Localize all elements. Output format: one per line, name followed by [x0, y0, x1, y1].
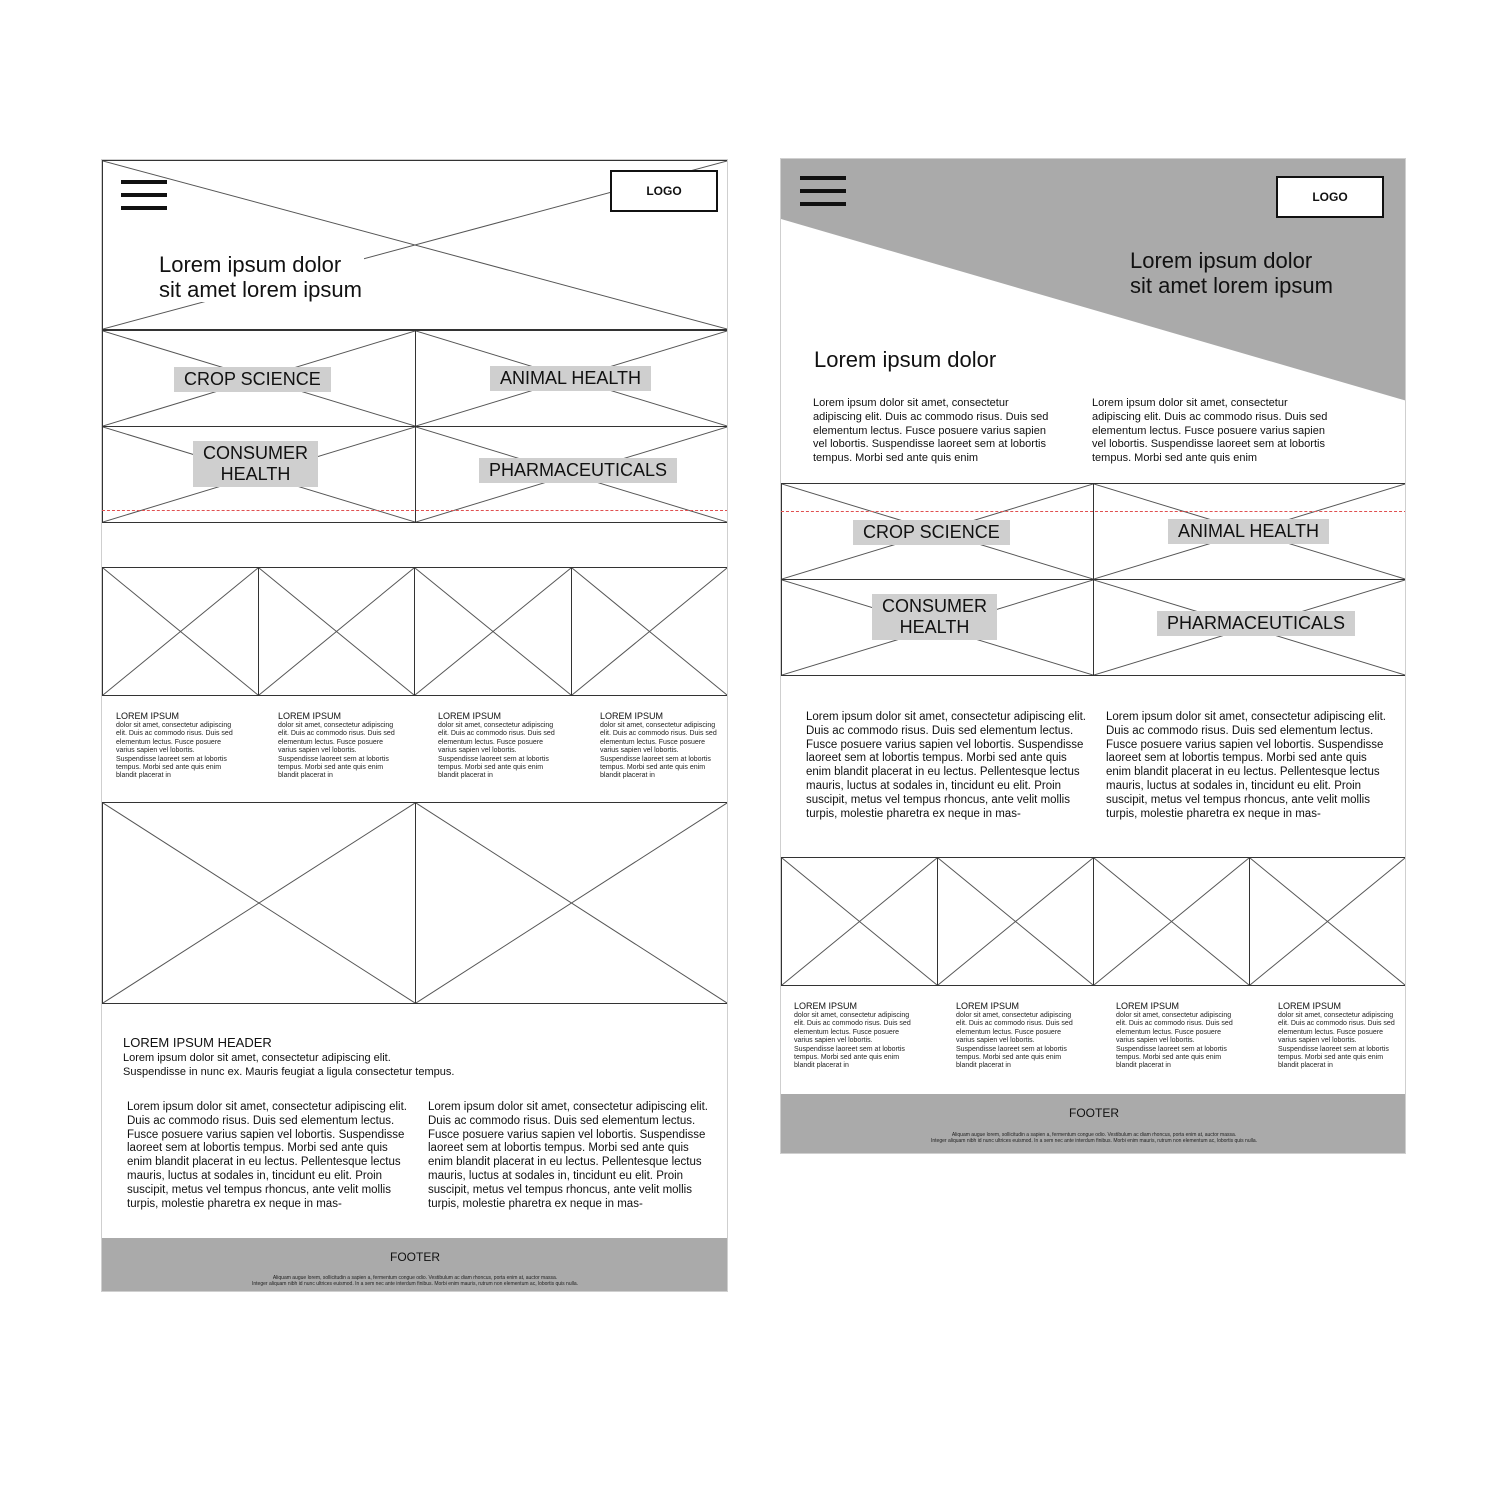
footer-label: FOOTER: [390, 1250, 440, 1264]
card-body: dolor sit amet, consectetur adipiscing elit. Duis ac commodo risus. Duis sed elementum lectus. Fusce posuere varius sapien vel lobortis. Suspendisse laoreet sem at lobortis tempus. Morbi sed ante quis enim blandit placerat in: [1116, 1012, 1233, 1070]
hero-title: [157, 252, 364, 302]
footer: [781, 1094, 1406, 1154]
intro-column: Lorem ipsum dolor sit amet, consectetur adipiscing elit. Duis ac commodo risus. Duis sed elementum lectus. Fusce posuere varius sapien vel lobortis. Suspendisse laoreet sem at lobortis tempus. Morbi sed ante quis enim: [1092, 397, 1328, 465]
card-title: LOREM IPSUM: [600, 711, 664, 721]
tile-label-animal-health: ANIMAL HEALTH: [490, 366, 651, 391]
section-subtitle-line2: Suspendisse in nunc ex. Mauris feugiat a ligula consectetur tempus.: [123, 1066, 455, 1078]
card-title: LOREM IPSUM: [956, 1001, 1020, 1011]
tile-label-pharmaceuticals: PHARMACEUTICALS: [479, 458, 677, 483]
section-subtitle: [123, 1051, 454, 1079]
card-image-placeholder: [1249, 857, 1406, 986]
footer-fine-line2: Integer aliquam nibh id nunc ultrices euismod. In a sem nec ante interdum finibus. Morbi enim mauris, rutrum non elementum ac, lobortis quis nulla.: [252, 1281, 578, 1287]
wireframe-alternate: [780, 158, 1406, 1154]
menu-icon[interactable]: [121, 180, 167, 210]
card-title: LOREM IPSUM: [1116, 1001, 1180, 1011]
hero-title-line1: Lorem ipsum dolor: [159, 252, 342, 277]
tile-label-line2: HEALTH: [899, 617, 970, 637]
tile-label-pharmaceuticals: PHARMACEUTICALS: [1157, 611, 1355, 636]
card-image-placeholder: [937, 857, 1094, 986]
card-title: LOREM IPSUM: [794, 1001, 858, 1011]
card-body: dolor sit amet, consectetur adipiscing elit. Duis ac commodo risus. Duis sed elementum lectus. Fusce posuere varius sapien vel lobortis. Suspendisse laoreet sem at lobortis tempus. Morbi sed ante quis enim blandit placerat in: [600, 722, 717, 780]
intro-heading: Lorem ipsum dolor: [814, 347, 997, 372]
guide-line: [781, 511, 1406, 512]
text-column: Lorem ipsum dolor sit amet, consectetur adipiscing elit. Duis ac commodo risus. Duis sed elementum lectus. Fusce posuere varius sapien vel lobortis. Suspendisse laoreet sem at lobortis tempus. Morbi sed ante quis enim blandit placerat in eu lectus. Pellentesque lectus mauris, luctus at sodales in, tincidunt eu elit. Proin suscipit, metus vel tempus rhoncus, ante velit mollis turpis, molestie pharetra ex neque in mas-: [127, 1101, 407, 1210]
text-column: Lorem ipsum dolor sit amet, consectetur adipiscing elit. Duis ac commodo risus. Duis sed elementum lectus. Fusce posuere varius sapien vel lobortis. Suspendisse laoreet sem at lobortis tempus. Morbi sed ante quis enim blandit placerat in eu lectus. Pellentesque lectus mauris, luctus at sodales in, tincidunt eu elit. Proin suscipit, metus vel tempus rhoncus, ante velit mollis turpis, molestie pharetra ex neque in mas-: [806, 711, 1086, 820]
card-body: dolor sit amet, consectetur adipiscing elit. Duis ac commodo risus. Duis sed elementum lectus. Fusce posuere varius sapien vel lobortis. Suspendisse laoreet sem at lobortis tempus. Morbi sed ante quis enim blandit placerat in: [438, 722, 555, 780]
tile-label-line2: HEALTH: [220, 464, 291, 484]
feature-image-placeholder: [415, 802, 728, 1004]
tile-label-consumer-health: [193, 441, 318, 487]
card-image-placeholder: [571, 567, 728, 696]
section-subtitle-line1: Lorem ipsum dolor sit amet, consectetur adipiscing elit.: [123, 1052, 391, 1064]
feature-image-placeholder: [102, 802, 416, 1004]
hero-title: [1130, 248, 1333, 298]
card-title: LOREM IPSUM: [116, 711, 180, 721]
hero-title-line1: Lorem ipsum dolor: [1130, 248, 1313, 273]
card-body: dolor sit amet, consectetur adipiscing elit. Duis ac commodo risus. Duis sed elementum lectus. Fusce posuere varius sapien vel lobortis. Suspendisse laoreet sem at lobortis tempus. Morbi sed ante quis enim blandit placerat in: [116, 722, 233, 780]
logo[interactable]: LOGO: [610, 170, 718, 212]
card-image-placeholder: [1093, 857, 1250, 986]
footer-fine-line1: Aliquam augue lorem, sollicitudin a sapien a, fermentum congue odio. Vestibulum ac diam rhoncus, porta enim at, auctor massa.: [272, 1275, 558, 1281]
logo[interactable]: LOGO: [1276, 176, 1384, 218]
tile-label-crop-science: CROP SCIENCE: [174, 367, 331, 392]
card-title: LOREM IPSUM: [1278, 1001, 1342, 1011]
footer-fine-line2: Integer aliquam nibh id nunc ultrices euismod. In a sem nec ante interdum finibus. Morbi enim mauris, rutrum non elementum ac, lobortis quis nulla.: [931, 1138, 1257, 1144]
card-image-placeholder: [781, 857, 938, 986]
tile-label-animal-health: ANIMAL HEALTH: [1168, 519, 1329, 544]
footer-fine-print: [781, 1132, 1406, 1144]
hero-title-line2: sit amet lorem ipsum: [1130, 273, 1333, 298]
wireframe-desktop: [101, 159, 728, 1292]
text-column: Lorem ipsum dolor sit amet, consectetur adipiscing elit. Duis ac commodo risus. Duis sed elementum lectus. Fusce posuere varius sapien vel lobortis. Suspendisse laoreet sem at lobortis tempus. Morbi sed ante quis enim blandit placerat in eu lectus. Pellentesque lectus mauris, luctus at sodales in, tincidunt eu elit. Proin suscipit, metus vel tempus rhoncus, ante velit mollis turpis, molestie pharetra ex neque in mas-: [1106, 711, 1386, 820]
guide-line: [102, 510, 728, 511]
tile-label-crop-science: CROP SCIENCE: [853, 520, 1010, 545]
text-column: Lorem ipsum dolor sit amet, consectetur adipiscing elit. Duis ac commodo risus. Duis sed elementum lectus. Fusce posuere varius sapien vel lobortis. Suspendisse laoreet sem at lobortis tempus. Morbi sed ante quis enim blandit placerat in eu lectus. Pellentesque lectus mauris, luctus at sodales in, tincidunt eu elit. Proin suscipit, metus vel tempus rhoncus, ante velit mollis turpis, molestie pharetra ex neque in mas-: [428, 1101, 708, 1210]
card-image-placeholder: [258, 567, 415, 696]
tile-label-line1: CONSUMER: [203, 443, 309, 463]
hero-title-line2: sit amet lorem ipsum: [159, 277, 362, 302]
tile-label-consumer-health: [872, 594, 997, 640]
card-body: dolor sit amet, consectetur adipiscing elit. Duis ac commodo risus. Duis sed elementum lectus. Fusce posuere varius sapien vel lobortis. Suspendisse laoreet sem at lobortis tempus. Morbi sed ante quis enim blandit placerat in: [956, 1012, 1073, 1070]
menu-icon[interactable]: [800, 176, 846, 206]
footer-fine-print: [102, 1275, 728, 1287]
section-header: LOREM IPSUM HEADER: [123, 1035, 272, 1050]
footer-fine-line1: Aliquam augue lorem, sollicitudin a sapien a, fermentum congue odio. Vestibulum ac diam rhoncus, porta enim at, auctor massa.: [951, 1132, 1237, 1138]
card-body: dolor sit amet, consectetur adipiscing elit. Duis ac commodo risus. Duis sed elementum lectus. Fusce posuere varius sapien vel lobortis. Suspendisse laoreet sem at lobortis tempus. Morbi sed ante quis enim blandit placerat in: [794, 1012, 911, 1070]
footer-label: FOOTER: [1069, 1106, 1119, 1120]
card-body: dolor sit amet, consectetur adipiscing elit. Duis ac commodo risus. Duis sed elementum lectus. Fusce posuere varius sapien vel lobortis. Suspendisse laoreet sem at lobortis tempus. Morbi sed ante quis enim blandit placerat in: [1278, 1012, 1395, 1070]
intro-column: Lorem ipsum dolor sit amet, consectetur adipiscing elit. Duis ac commodo risus. Duis sed elementum lectus. Fusce posuere varius sapien vel lobortis. Suspendisse laoreet sem at lobortis tempus. Morbi sed ante quis enim: [813, 397, 1049, 465]
card-body: dolor sit amet, consectetur adipiscing elit. Duis ac commodo risus. Duis sed elementum lectus. Fusce posuere varius sapien vel lobortis. Suspendisse laoreet sem at lobortis tempus. Morbi sed ante quis enim blandit placerat in: [278, 722, 395, 780]
card-image-placeholder: [102, 567, 259, 696]
tile-label-line1: CONSUMER: [882, 596, 988, 616]
card-title: LOREM IPSUM: [438, 711, 502, 721]
card-title: LOREM IPSUM: [278, 711, 342, 721]
footer: [102, 1238, 728, 1292]
card-image-placeholder: [414, 567, 572, 696]
